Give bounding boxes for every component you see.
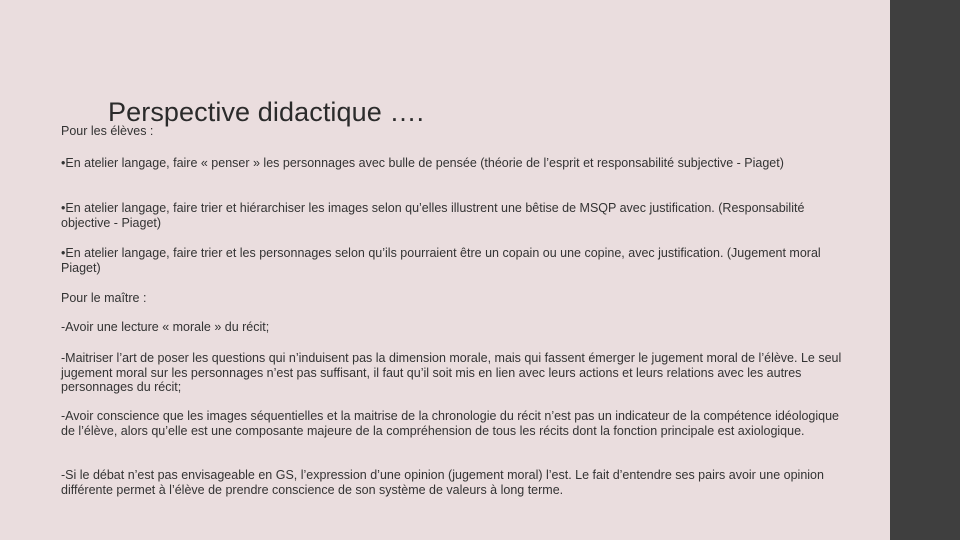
- slide-title: Perspective didactique ….: [108, 97, 425, 127]
- student-item-2: •En atelier langage, faire trier et hiérarchiser les images selon qu’elles illustrent une bêtise de MSQP avec justification. (Responsabilité objective - Piaget): [61, 201, 805, 230]
- teacher-item-3: -Avoir conscience que les images séquentielles et la maitrise de la chronologie du récit n’est pas un indicateur de la compétence idéologique de l’élève, alors qu’elle est une composante majeure de la compréhension de tous les récits dont la fonction principale est axiologique.: [61, 409, 840, 438]
- student-item-1: •En atelier langage, faire « penser » les personnages avec bulle de pensée (théorie de l’esprit et responsabilité subjective - Piaget): [61, 156, 784, 170]
- student-item-3: •En atelier langage, faire trier et les personnages selon qu’ils pourraient être un copain ou une copine, avec justification. (Jugement moral Piaget): [61, 246, 821, 275]
- teacher-item-2: -Maitriser l’art de poser les questions qui n’induisent pas la dimension morale, mais qui fassent émerger le jugement moral de l’élève. Le seul jugement moral sur les personnages n’est pas suffisant, il faut qu’il soit mis en lien avec leurs actions et leurs relations avec les autres personnages du récit;: [61, 351, 842, 394]
- students-heading: Pour les élèves :: [61, 124, 154, 138]
- teacher-item-4: -Si le débat n’est pas envisageable en GS, l’expression d’une opinion (jugement moral) l’est. Le fait d’entendre ses pairs avoir une opinion différente permet à l’élève de prendre conscience de son système de valeurs à long terme.: [61, 468, 824, 497]
- teacher-item-1: -Avoir une lecture « morale » du récit;: [61, 320, 270, 334]
- teacher-heading: Pour le maître :: [61, 291, 147, 305]
- side-bar: [890, 0, 960, 540]
